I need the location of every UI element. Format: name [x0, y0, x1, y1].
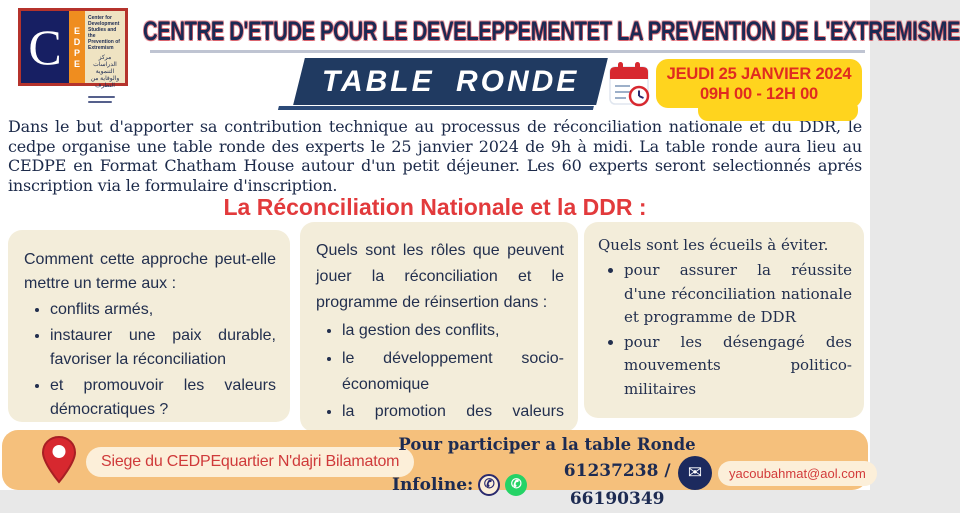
question-box-1-list — [24, 298, 276, 422]
list-item: • la gestion des conflits, — [342, 318, 564, 344]
infoline-label: Infoline: — [392, 475, 474, 495]
cedpe-logo — [18, 8, 128, 89]
list-item: • instaurer une paix durable, favoriser la réconciliation — [50, 324, 276, 372]
question-box-1 — [8, 230, 290, 422]
contact-block — [392, 433, 702, 513]
envelope-icon: ✉ — [678, 456, 712, 490]
question-box-1-intro: Comment cette approche peut-elle mettre un terme aux : — [24, 251, 276, 292]
question-box-3 — [584, 222, 864, 418]
logo-letter: E — [73, 25, 80, 36]
logo-letter-c: C — [21, 11, 69, 83]
list-item: • pour assurer la réussite d'une réconciliation nationale et programme de DDR — [624, 259, 852, 329]
list-item: • le développement socio-économique — [342, 346, 564, 398]
header-divider — [150, 50, 865, 53]
question-box-2 — [300, 222, 578, 432]
logo-fine-print-bar — [88, 96, 115, 98]
logo-letter: E — [73, 58, 80, 69]
question-box-3-list — [598, 259, 852, 401]
list-item: • pour les désengagé des mouvements politico-militaires — [624, 331, 852, 401]
logo-text-panel — [85, 11, 125, 89]
infoline-row — [392, 457, 702, 513]
calendar-clock-icon — [608, 60, 652, 113]
logo-letter: P — [73, 47, 80, 58]
list-item: • et promouvoir les valeurs démocratiques ? — [50, 374, 276, 422]
logo-fine-print-bar — [88, 101, 112, 103]
event-time: 09H 00 - 12H 00 — [699, 84, 819, 103]
logo-edpe-strip — [69, 11, 85, 83]
intro-paragraph: Dans le but d'apporter sa contribution technique au processus de réconciliation nationale et du DDR, le cedpe organise une table ronde des experts le 25 janvier 2024 de 9h à midi. La table ronde aura lieu au CEDPE en Format Chatham House autour d'un petit déjeuner. Les 60 experts seront selectionnés aprés inscription via le formulaire d'inscription. — [8, 117, 862, 195]
phone-icon: ✆ — [478, 474, 500, 496]
banner-label: TABLE RONDE — [321, 64, 580, 98]
page-title: CENTRE D'ETUDE POUR LE DEVELEPPEMENTET LA PREVENTION DE L'EXTREMISME — [143, 16, 960, 46]
participate-text: Pour participer a la table Ronde — [398, 435, 696, 454]
logo-letter: D — [73, 36, 81, 47]
contact-email: yacoubahmat@aol.com — [718, 461, 877, 486]
question-box-3-intro: Quels sont les écueils à éviter. — [598, 236, 829, 254]
map-pin-icon — [40, 435, 78, 492]
venue-address: Siege du CEDPEquartier N'dajri Bilamatom — [86, 447, 414, 477]
question-box-2-intro: Quels sont les rôles que peuvent jouer la réconciliation et le programme de réinsertion dans : — [316, 242, 564, 311]
logo-org-name-en: Center for Development Studies and the Prevention of Extremism — [88, 15, 120, 51]
event-date: JEUDI 25 JANVIER 2024 — [666, 64, 852, 83]
topic-heading: La Réconciliation Nationale et la DDR : — [223, 194, 647, 220]
list-item: • conflits armés, — [50, 298, 276, 322]
infoline-numbers: 61237238 / 66190349 — [563, 461, 671, 509]
logo-org-name-ar: مركز الدراسات التنموية والوقاية من التطرف — [90, 55, 120, 89]
table-ronde-banner — [293, 58, 608, 105]
list-item: • la promotion des valeurs — [342, 399, 564, 451]
whatsapp-icon: ✆ — [505, 474, 527, 496]
date-badge — [656, 59, 862, 108]
